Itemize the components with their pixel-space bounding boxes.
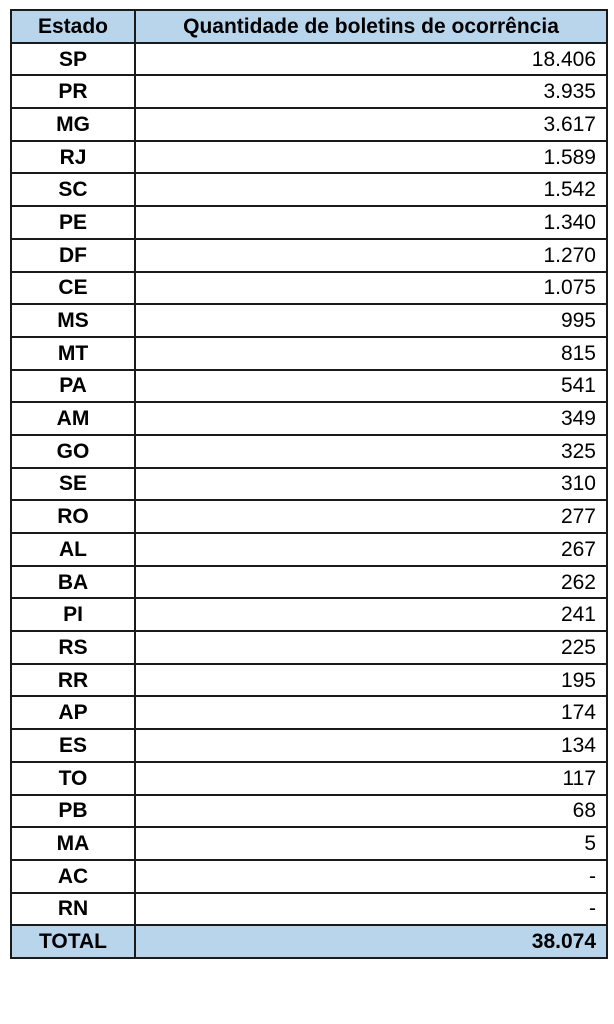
quantity-cell: 18.406 xyxy=(135,43,607,76)
state-cell: CE xyxy=(11,272,135,305)
state-cell: RO xyxy=(11,500,135,533)
table-row xyxy=(11,893,607,926)
table-row xyxy=(11,664,607,697)
state-cell: MG xyxy=(11,108,135,141)
column-header-state: Estado xyxy=(11,10,135,43)
table-row xyxy=(11,598,607,631)
quantity-cell: 267 xyxy=(135,533,607,566)
state-cell: GO xyxy=(11,435,135,468)
table-row xyxy=(11,43,607,76)
quantity-cell: - xyxy=(135,893,607,926)
table-row xyxy=(11,206,607,239)
quantity-cell: 262 xyxy=(135,566,607,599)
quantity-cell: 225 xyxy=(135,631,607,664)
table-body xyxy=(11,43,607,926)
state-cell: AP xyxy=(11,696,135,729)
table-row xyxy=(11,239,607,272)
quantity-cell: 174 xyxy=(135,696,607,729)
quantity-cell: 541 xyxy=(135,370,607,403)
state-cell: MT xyxy=(11,337,135,370)
table-header xyxy=(11,10,607,43)
state-cell: ES xyxy=(11,729,135,762)
quantity-cell: 1.340 xyxy=(135,206,607,239)
quantity-cell: 325 xyxy=(135,435,607,468)
quantity-cell: 195 xyxy=(135,664,607,697)
table-row xyxy=(11,141,607,174)
table-row xyxy=(11,729,607,762)
table-row xyxy=(11,402,607,435)
table-row xyxy=(11,337,607,370)
state-cell: BA xyxy=(11,566,135,599)
quantity-cell: 134 xyxy=(135,729,607,762)
quantity-cell: 68 xyxy=(135,795,607,828)
quantity-cell: 310 xyxy=(135,468,607,501)
table-row xyxy=(11,533,607,566)
state-cell: MA xyxy=(11,827,135,860)
state-cell: SP xyxy=(11,43,135,76)
quantity-cell: 3.617 xyxy=(135,108,607,141)
state-cell: SC xyxy=(11,173,135,206)
boletins-table xyxy=(10,9,608,959)
table-row xyxy=(11,370,607,403)
quantity-cell: 1.270 xyxy=(135,239,607,272)
state-cell: PA xyxy=(11,370,135,403)
state-cell: DF xyxy=(11,239,135,272)
quantity-cell: 815 xyxy=(135,337,607,370)
data-table-container xyxy=(10,9,606,959)
quantity-cell: - xyxy=(135,860,607,893)
table-footer xyxy=(11,925,607,958)
table-row xyxy=(11,468,607,501)
state-cell: PE xyxy=(11,206,135,239)
quantity-cell: 241 xyxy=(135,598,607,631)
table-row xyxy=(11,696,607,729)
quantity-cell: 5 xyxy=(135,827,607,860)
table-row xyxy=(11,631,607,664)
quantity-cell: 277 xyxy=(135,500,607,533)
quantity-cell: 1.542 xyxy=(135,173,607,206)
quantity-cell: 349 xyxy=(135,402,607,435)
table-row xyxy=(11,75,607,108)
table-row xyxy=(11,500,607,533)
table-row xyxy=(11,272,607,305)
table-row xyxy=(11,304,607,337)
header-row xyxy=(11,10,607,43)
table-row xyxy=(11,762,607,795)
state-cell: RJ xyxy=(11,141,135,174)
quantity-cell: 117 xyxy=(135,762,607,795)
total-value: 38.074 xyxy=(135,925,607,958)
state-cell: PB xyxy=(11,795,135,828)
state-cell: PR xyxy=(11,75,135,108)
state-cell: AC xyxy=(11,860,135,893)
state-cell: RR xyxy=(11,664,135,697)
state-cell: RN xyxy=(11,893,135,926)
state-cell: TO xyxy=(11,762,135,795)
table-row xyxy=(11,827,607,860)
table-row xyxy=(11,435,607,468)
quantity-cell: 1.075 xyxy=(135,272,607,305)
total-label: TOTAL xyxy=(11,925,135,958)
quantity-cell: 3.935 xyxy=(135,75,607,108)
table-row xyxy=(11,860,607,893)
quantity-cell: 1.589 xyxy=(135,141,607,174)
state-cell: PI xyxy=(11,598,135,631)
table-row xyxy=(11,108,607,141)
table-row xyxy=(11,173,607,206)
state-cell: MS xyxy=(11,304,135,337)
table-row xyxy=(11,795,607,828)
quantity-cell: 995 xyxy=(135,304,607,337)
column-header-quantity: Quantidade de boletins de ocorrência xyxy=(135,10,607,43)
state-cell: SE xyxy=(11,468,135,501)
state-cell: RS xyxy=(11,631,135,664)
total-row xyxy=(11,925,607,958)
state-cell: AL xyxy=(11,533,135,566)
state-cell: AM xyxy=(11,402,135,435)
table-row xyxy=(11,566,607,599)
